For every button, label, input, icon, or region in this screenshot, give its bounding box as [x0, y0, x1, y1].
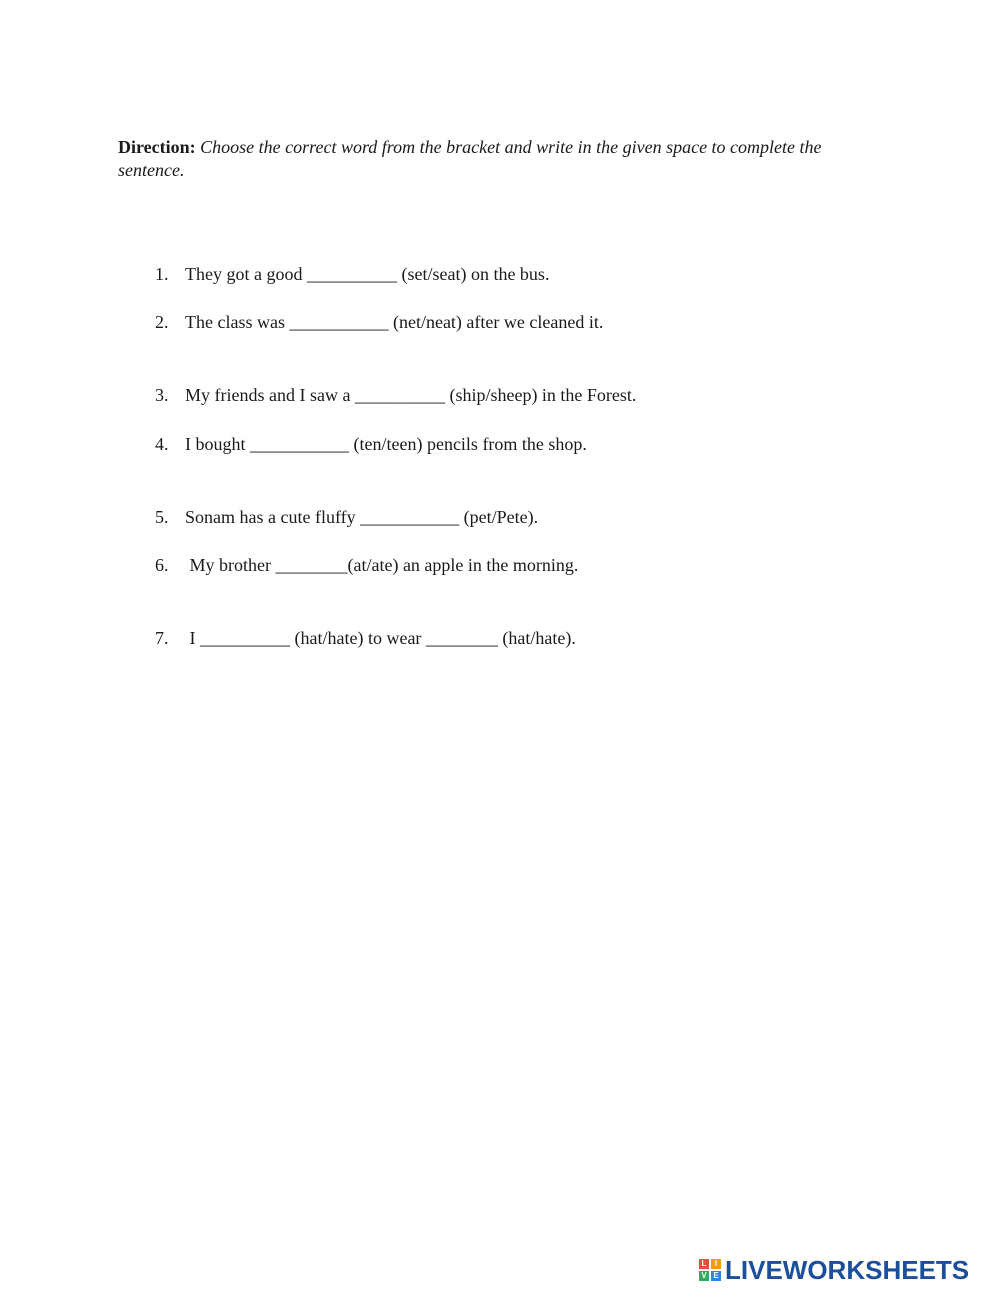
- question-text: I __________ (hat/hate) to wear ________ (hat/hate).: [185, 628, 576, 648]
- question-item: [146, 481, 538, 529]
- question-item: [146, 408, 587, 456]
- direction-text: Choose the correct word from the bracket and write in the given space to complete the sentence.: [118, 137, 822, 180]
- logo-blocks-icon: [699, 1259, 721, 1281]
- direction-paragraph: [118, 136, 878, 182]
- question-number: 3.: [155, 385, 169, 405]
- question-text: They got a good __________ (set/seat) on the bus.: [185, 264, 550, 284]
- question-text: The class was ___________ (net/neat) after we cleaned it.: [185, 312, 604, 332]
- direction-label: Direction:: [118, 137, 196, 157]
- question-text: I bought ___________ (ten/teen) pencils from the shop.: [185, 434, 587, 454]
- question-item: [146, 529, 578, 577]
- logo-block: L: [699, 1259, 709, 1269]
- logo-text: LIVEWORKSHEETS: [725, 1254, 970, 1285]
- liveworksheets-logo: [699, 1255, 969, 1285]
- question-number: 4.: [155, 434, 169, 454]
- question-number: 6.: [155, 555, 169, 575]
- logo-block: V: [699, 1271, 709, 1281]
- question-number: 7.: [155, 628, 169, 648]
- logo-block: I: [711, 1259, 721, 1269]
- question-number: 5.: [155, 507, 169, 527]
- question-number: 1.: [155, 264, 169, 284]
- question-item: [146, 238, 549, 286]
- question-text: My brother ________(at/ate) an apple in the morning.: [185, 555, 579, 575]
- question-item: [146, 602, 576, 650]
- logo-block: E: [711, 1271, 721, 1281]
- question-text: My friends and I saw a __________ (ship/sheep) in the Forest.: [185, 385, 637, 405]
- question-number: 2.: [155, 312, 169, 332]
- question-item: [146, 286, 603, 334]
- question-item: [146, 359, 636, 407]
- question-text: Sonam has a cute fluffy ___________ (pet/Pete).: [185, 507, 539, 527]
